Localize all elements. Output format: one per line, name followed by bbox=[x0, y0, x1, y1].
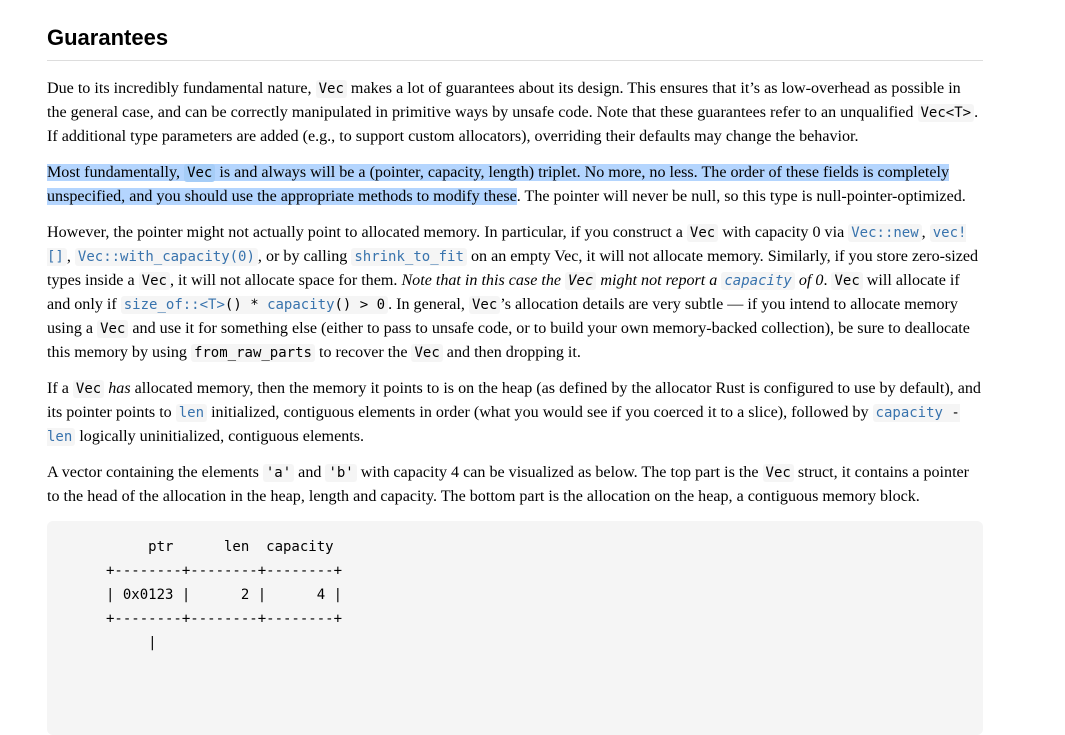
inline-code: Vec bbox=[73, 380, 104, 398]
inline-code: 'a' bbox=[263, 464, 294, 482]
text: with capacity 4 can be visualized as below. The top part is the bbox=[356, 464, 763, 481]
text: . bbox=[823, 272, 832, 289]
link-code: vec![] bbox=[47, 225, 967, 265]
inline-code: 'b' bbox=[325, 464, 356, 482]
text: () * bbox=[224, 297, 268, 313]
link-capacity[interactable]: capacity bbox=[875, 405, 943, 421]
link-len[interactable]: len bbox=[47, 429, 73, 445]
link-code: Vec::new bbox=[848, 224, 921, 242]
text: . In general, bbox=[388, 296, 469, 313]
inline-code-size-condition bbox=[121, 296, 388, 314]
emphasis: has bbox=[108, 380, 131, 397]
inline-code: Vec bbox=[687, 224, 718, 242]
code-line: ptr len capacity bbox=[47, 539, 334, 555]
inline-code: Vec bbox=[316, 80, 347, 98]
text: allocated memory, then the memory it points to is on the heap (as defined by the allocator Rust is configured to use by default), and its pointer points to bbox=[47, 380, 981, 421]
link-shrink-to-fit[interactable] bbox=[351, 248, 467, 265]
text: and then dropping it. bbox=[442, 344, 581, 361]
inline-code: Vec bbox=[97, 320, 128, 338]
paragraph-triplet bbox=[47, 161, 983, 209]
text: and bbox=[294, 464, 326, 481]
paragraph-heap bbox=[47, 377, 983, 449]
link-capacity[interactable] bbox=[721, 272, 794, 289]
link-size-of[interactable]: size_of::<T> bbox=[123, 297, 225, 313]
text: struct, it contains a pointer to the head of the allocation in the heap, length and capacity. The bottom part is the allocation on the heap, a contiguous memory block. bbox=[47, 464, 970, 505]
text: . If additional type parameters are added (e.g., to support custom allocators), overriding their defaults may change the behavior. bbox=[47, 104, 979, 145]
doc-content bbox=[47, 0, 983, 735]
inline-code: Vec bbox=[411, 344, 442, 362]
text: with capacity 0 via bbox=[718, 224, 849, 241]
link-code: shrink_to_fit bbox=[351, 248, 467, 266]
text: , or by calling bbox=[257, 248, 352, 265]
paragraph-guarantees-intro bbox=[47, 77, 983, 149]
text: Note that in this case the bbox=[401, 272, 566, 289]
text: might not report a bbox=[596, 272, 722, 289]
link-len[interactable] bbox=[176, 404, 207, 421]
paragraph-visualization bbox=[47, 461, 983, 509]
inline-code: Vec bbox=[184, 164, 215, 182]
text: , bbox=[66, 248, 75, 265]
text: will allocate if and only if bbox=[47, 272, 960, 313]
inline-code: from_raw_parts bbox=[191, 344, 315, 362]
text: () > 0 bbox=[334, 297, 386, 313]
text: to recover the bbox=[314, 344, 412, 361]
emphasis bbox=[401, 272, 823, 289]
text: If a bbox=[47, 380, 73, 397]
link-capacity-method[interactable]: capacity bbox=[267, 297, 335, 313]
inline-code: Vec bbox=[565, 272, 596, 290]
code-block-diagram bbox=[47, 521, 983, 735]
text: Most fundamentally, bbox=[47, 164, 185, 181]
inline-code: Vec<T> bbox=[918, 104, 975, 122]
inline-code: Vec bbox=[139, 272, 170, 290]
text: makes a lot of guarantees about its design. This ensures that it’s as low-overhead as possible in the general case, and can be correctly manipulated in primitive ways by unsafe code. Note that these guarantees refer to an unqualified bbox=[47, 80, 961, 121]
code-line: | 0x0123 | 2 | 4 | bbox=[47, 587, 343, 603]
code-line: +--------+--------+--------+ bbox=[47, 563, 343, 579]
link-with-capacity[interactable] bbox=[75, 248, 258, 265]
text: initialized, contiguous elements in order (what you would see if you coerced it to a slice), followed by bbox=[207, 404, 873, 421]
code-line: | bbox=[47, 635, 157, 651]
section-heading: Guarantees bbox=[47, 25, 983, 61]
text: logically uninitialized, contiguous elements. bbox=[75, 428, 365, 445]
text: on an empty Vec, it will not allocate memory. Similarly, if you store zero-sized types inside a bbox=[47, 248, 979, 289]
text: Due to its incredibly fundamental nature, bbox=[47, 80, 316, 97]
inline-code: Vec bbox=[469, 296, 500, 314]
text: - bbox=[942, 405, 960, 421]
text: , bbox=[921, 224, 930, 241]
text: is and always will be a (pointer, capacity, length) triplet. No more, no less. The order of these fields is completely unspecified, and you should use the appropriate methods to modify these bbox=[47, 164, 950, 205]
link-code: Vec::with_capacity(0) bbox=[75, 248, 258, 266]
text: of 0 bbox=[794, 272, 824, 289]
inline-code: Vec bbox=[831, 272, 862, 290]
inline-code: Vec bbox=[763, 464, 794, 482]
paragraph-allocation bbox=[47, 221, 983, 365]
link-code: len bbox=[176, 404, 207, 422]
text: , it will not allocate space for them. bbox=[169, 272, 402, 289]
text: ’s allocation details are very subtle — if you intend to allocate memory using a bbox=[47, 296, 958, 337]
code-line: +--------+--------+--------+ bbox=[47, 611, 343, 627]
text: However, the pointer might not actually point to allocated memory. In particular, if you construct a bbox=[47, 224, 687, 241]
link-vec-new[interactable] bbox=[848, 224, 921, 241]
text: . The pointer will never be null, so this type is null-pointer-optimized. bbox=[516, 188, 966, 205]
text: and use it for something else (either to pass to unsafe code, or to build your own memory-backed collection), be sure to deallocate this memory by using bbox=[47, 320, 970, 361]
link-code: capacity bbox=[721, 272, 794, 290]
text: A vector containing the elements bbox=[47, 464, 263, 481]
